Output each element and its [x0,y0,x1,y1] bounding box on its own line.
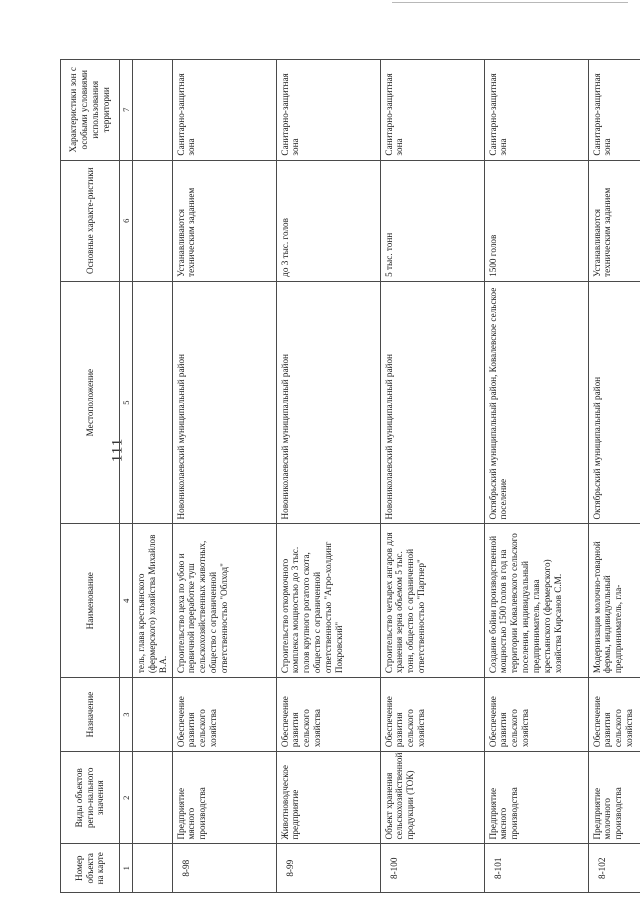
cell-purpose: Обеспечение развития сельского хозяйства [172,678,276,752]
cell-location: Октябрьский муниципальный район, Ковалевское сельское поселение [484,281,588,524]
cell-purpose: Обеспечение развития сельского хозяйства [380,678,484,752]
cell-characteristics: до 3 тыс. голов [276,160,380,281]
table-row [172,60,276,893]
column-number: 6 [120,160,133,281]
cell-object-type: Животноводческое предприятие [276,752,380,844]
cell-object-id: 8-99 [276,844,380,893]
cell-zone: Санитарно-защитная зона [172,60,276,161]
cell-location: Новониколаевский муниципальный район [172,281,276,524]
cell-location: Новониколаевский муниципальный район [276,281,380,524]
table-row [380,60,484,893]
header-object-type: Виды объектов регио-нального значения [61,752,120,844]
cell-name: Создание бойни производственной мощностью 1500 голов в год на территории Ковалевского сельского поселения, индивидуальный предприниматель, глава крестьянского (фермерского) хозяйства Кирсанов С.М. [484,524,588,678]
column-number: 4 [120,524,133,678]
cell-purpose: Обеспечение развития сельского хозяйства [588,678,640,752]
cell-object-type: Предприятие молочного производства [588,752,640,844]
table-row-continuation [133,60,173,893]
cell-name: Строительство цеха по убою и первичной переработке туш сельскохозяйственных животных, общество с ограниченной ответственностью "Облход" [172,524,276,678]
cell-zone: Санитарно-защитная зона [588,60,640,161]
cell-object-id: 8-98 [172,844,276,893]
cell-location: Новониколаевский муниципальный район [380,281,484,524]
header-zone: Характеристики зон с особыми условиями использования территории [61,60,120,161]
cell-characteristics: 1500 голов [484,160,588,281]
page-number: 111 [109,437,126,463]
cell-name: тель, глава крестьянского (фермерского) хозяйства Михайлов В.А. [133,524,173,678]
cell-zone: Санитарно-защитная зона [380,60,484,161]
cell-object-type: Предприятие мясного производства [172,752,276,844]
column-number: 5 [120,281,133,524]
cell-object-id: 8-101 [484,844,588,893]
column-number: 3 [120,678,133,752]
table-row [484,60,588,893]
header-purpose: Назначение [61,678,120,752]
column-number: 2 [120,752,133,844]
table-row [276,60,380,893]
cell-location: Октябрьский муниципальный район [588,281,640,524]
table-header-row [61,60,120,893]
header-name: Наименование [61,524,120,678]
cell-purpose: Обеспечение развития сельского хозяйства [484,678,588,752]
cell-zone: Санитарно-защитная зона [484,60,588,161]
cell-object-type: Предприятие мясного производства [484,752,588,844]
cell-zone: Санитарно-защитная зона [276,60,380,161]
cell-name: Строительство четырех ангаров для хранения зерна объемом 5 тыс. тонн, общество с ограниченной ответственностью "Партнер" [380,524,484,678]
scan-edge-line [392,2,628,3]
table-row [588,60,640,893]
rotated-page-content [60,59,635,893]
header-characteristics: Основные характе-ристики [61,160,120,281]
cell-object-id: 8-100 [380,844,484,893]
cell-name: Строительство откормочного комплекса мощностью до 3 тыс. голов крупного рогатого скота, общество с ограниченной ответственностью "Агро-холдинг Покровский" [276,524,380,678]
cell-object-type: Объект хранения сельскохозяйственной продукции (ТОК) [380,752,484,844]
cell-name: Модернизация молочно-товарной фермы, индивидуальный предприниматель, гла- [588,524,640,678]
column-number: 1 [120,844,133,893]
header-object-number: Номер объекта на карте [61,844,120,893]
cell-characteristics: 5 тыс. тонн [380,160,484,281]
regional-objects-table [60,59,640,893]
cell-characteristics: Устанавливаются техническим заданием [588,160,640,281]
column-number: 7 [120,60,133,161]
cell-characteristics: Устанавливаются техническим заданием [172,160,276,281]
cell-object-id: 8-102 [588,844,640,893]
header-location: Местоположение [61,281,120,524]
cell-purpose: Обеспечение развития сельского хозяйства [276,678,380,752]
column-number-row [120,60,133,893]
